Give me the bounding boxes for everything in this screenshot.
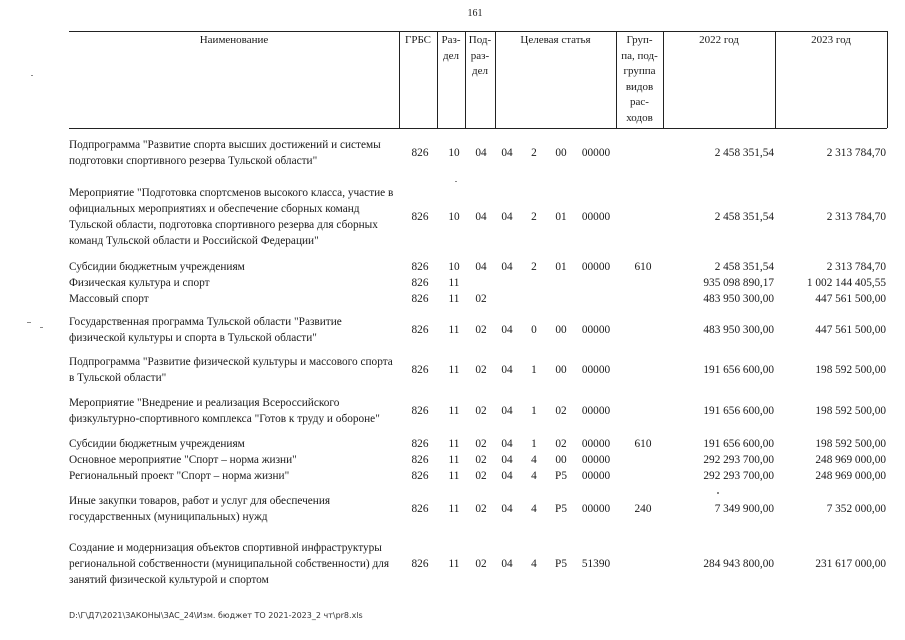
row-t2: 2 [531, 261, 537, 273]
row-podrazdel: 02 [475, 405, 487, 417]
row-name: Субсидии бюджетным учреждениям [69, 261, 245, 273]
header-group-line: ходов [626, 111, 653, 124]
row-t3: 00 [555, 454, 567, 466]
row-t1: 04 [501, 503, 513, 515]
header-group-line: рас- [630, 96, 649, 108]
row-razdel: 11 [448, 454, 460, 466]
row-y2022: 191 656 600,00 [703, 438, 774, 450]
header-podrazdel-line: дел [472, 65, 488, 77]
row-y2022: 483 950 300,00 [703, 293, 774, 305]
header-2022: 2022 год [699, 34, 739, 46]
file-path-footer: D:\Г\Д7\2021\ЗАКОНЫ\ЗАС_24\Изм. бюджет ТО 2021-2023_2 чт\pr8.xls [69, 611, 363, 620]
row-name: Государственная программа Тульской области "Развитие физической культуры и спорта в Тульской области" [69, 316, 342, 344]
row-name: Иные закупки товаров, работ и услуг для обеспечения государственных (муниципальных) нужд [69, 495, 331, 523]
row-grbs: 826 [411, 470, 429, 482]
row-podrazdel: 04 [475, 211, 487, 223]
scan-speck [27, 322, 31, 323]
row-t3: P5 [555, 558, 567, 570]
row-group: 240 [634, 503, 652, 515]
row-y2023: 1 002 144 405,55 [806, 277, 886, 289]
header-group-line: видов [625, 80, 654, 93]
row-razdel: 11 [448, 293, 460, 305]
row-grbs: 826 [411, 324, 429, 336]
page-number: 161 [467, 8, 483, 19]
row-podrazdel: 04 [475, 146, 487, 159]
row-name: Мероприятие "Подготовка спортсменов высокого класса, участие в официальных мероприятиях и обеспечение сборных команд Тульской области, подготовка спортивного резерва для сборных команд Тульской области и Российской Федерации" [69, 187, 394, 247]
scan-speck [717, 492, 719, 494]
row-t3: 02 [555, 405, 567, 417]
row-t4: 00000 [581, 454, 611, 466]
row-razdel: 11 [448, 324, 460, 336]
header-target: Целевая статья [520, 34, 591, 46]
row-name: Подпрограмма "Развитие спорта высших достижений и системы подготовки спортивного резерва Тульской области" [69, 138, 381, 167]
header-podrazdel [465, 33, 495, 80]
row-razdel: 11 [448, 503, 460, 515]
row-t3: P5 [555, 503, 567, 515]
row-t3: 00 [555, 146, 567, 159]
header-podrazdel-line: раз- [470, 49, 490, 62]
row-y2022: 2 458 351,54 [714, 146, 774, 159]
row-t1: 04 [501, 405, 513, 417]
row-t2: 1 [531, 438, 537, 450]
row-t2: 2 [531, 146, 537, 159]
row-razdel: 11 [448, 438, 460, 450]
row-t4: 00000 [581, 470, 611, 482]
row-t2: 2 [531, 211, 537, 223]
row-y2022: 2 458 351,54 [714, 261, 774, 273]
row-razdel: 10 [448, 261, 460, 273]
row-name: Создание и модернизация объектов спортивной инфраструктуры региональной собственности (муниципальной собственности) для занятий физической культурой и спортом [69, 542, 390, 586]
row-y2023: 7 352 000,00 [826, 503, 886, 515]
row-y2023: 198 592 500,00 [815, 405, 886, 417]
row-group: 610 [634, 438, 652, 450]
row-t3: 00 [555, 324, 567, 336]
row-y2022: 292 293 700,00 [703, 470, 774, 482]
header-razdel [437, 33, 465, 64]
row-y2022: 284 943 800,00 [703, 558, 774, 570]
scan-speck [40, 327, 43, 328]
row-y2022: 191 656 600,00 [703, 364, 774, 376]
row-name: Подпрограмма "Развитие физической культуры и массового спорта в Тульской области" [69, 356, 393, 384]
header-group-line: группа [623, 65, 656, 77]
row-razdel: 10 [448, 146, 460, 159]
row-t3: 01 [555, 211, 567, 223]
row-t1: 04 [501, 324, 513, 336]
row-grbs: 826 [411, 503, 429, 515]
row-t4: 00000 [581, 438, 611, 450]
row-t1: 04 [501, 364, 513, 376]
col-divider [887, 31, 888, 128]
header-podrazdel-line: Под- [468, 34, 492, 46]
row-grbs: 826 [411, 454, 429, 466]
row-t4: 00000 [581, 405, 611, 417]
row-group: 610 [634, 261, 652, 273]
row-t1: 04 [501, 470, 513, 482]
row-podrazdel: 02 [475, 558, 487, 570]
row-t3: 02 [555, 438, 567, 450]
row-t2: 4 [531, 503, 537, 515]
row-y2022: 191 656 600,00 [703, 405, 774, 417]
header-group-line: Груп- [626, 34, 653, 46]
row-name: Основное мероприятие "Спорт – норма жизни" [69, 454, 297, 466]
row-t2: 4 [531, 470, 537, 482]
row-t4: 00000 [581, 364, 611, 376]
row-grbs: 826 [411, 364, 429, 376]
row-grbs: 826 [411, 261, 429, 273]
row-grbs: 826 [411, 438, 429, 450]
row-y2023: 447 561 500,00 [815, 324, 886, 336]
row-razdel: 11 [448, 364, 460, 376]
row-t2: 1 [531, 364, 537, 376]
row-y2023: 198 592 500,00 [815, 438, 886, 450]
row-name: Региональный проект "Спорт – норма жизни" [69, 470, 290, 482]
row-razdel: 11 [448, 558, 460, 570]
row-podrazdel: 02 [475, 503, 487, 515]
row-y2022: 935 098 890,17 [703, 277, 774, 289]
row-y2023: 2 313 784,70 [826, 146, 886, 159]
row-grbs: 826 [411, 293, 429, 305]
row-razdel: 10 [448, 211, 460, 223]
row-y2022: 292 293 700,00 [703, 454, 774, 466]
scan-speck [455, 181, 457, 182]
row-y2023: 2 313 784,70 [826, 211, 886, 223]
row-t4: 00000 [581, 211, 611, 223]
header-grbs: ГРБС [404, 34, 432, 46]
row-podrazdel: 02 [475, 364, 487, 376]
row-t2: 4 [531, 454, 537, 466]
row-t1: 04 [501, 146, 513, 159]
row-y2023: 231 617 000,00 [815, 558, 886, 570]
row-name: Физическая культура и спорт [69, 277, 210, 289]
row-t2: 1 [531, 405, 537, 417]
row-t4: 00000 [581, 324, 611, 336]
header-name: Наименование [199, 34, 269, 46]
row-t2: 0 [531, 324, 537, 336]
row-grbs: 826 [411, 277, 429, 289]
row-podrazdel: 02 [475, 293, 487, 305]
header-group-line: па, под- [621, 49, 658, 62]
row-y2023: 198 592 500,00 [815, 364, 886, 376]
row-grbs: 826 [411, 405, 429, 417]
row-t3: 01 [555, 261, 567, 273]
row-y2023: 447 561 500,00 [815, 293, 886, 305]
row-t4: 00000 [581, 261, 611, 273]
row-razdel: 11 [448, 277, 460, 289]
row-y2022: 2 458 351,54 [714, 211, 774, 223]
row-podrazdel: 04 [475, 261, 487, 273]
row-y2023: 248 969 000,00 [815, 470, 886, 482]
row-t4: 51390 [581, 558, 611, 570]
row-grbs: 826 [411, 558, 429, 570]
row-y2023: 248 969 000,00 [815, 454, 886, 466]
row-y2023: 2 313 784,70 [826, 261, 886, 273]
header-2023: 2023 год [811, 34, 851, 46]
row-t2: 4 [531, 558, 537, 570]
row-y2022: 7 349 900,00 [714, 503, 774, 515]
row-razdel: 11 [448, 405, 460, 417]
row-t1: 04 [501, 211, 513, 223]
row-podrazdel: 02 [475, 454, 487, 466]
row-razdel: 11 [448, 470, 460, 482]
row-t3: P5 [555, 470, 567, 482]
header-razdel-line: дел [443, 49, 459, 62]
row-t4: 00000 [581, 146, 611, 159]
row-name: Массовый спорт [69, 293, 149, 305]
row-name: Субсидии бюджетным учреждениям [69, 438, 245, 450]
header-razdel-line: Раз- [441, 34, 461, 46]
row-name: Мероприятие "Внедрение и реализация Всероссийского физкультурно-спортивного комплекса "Готов к труду и обороне" [69, 397, 380, 425]
row-t1: 04 [501, 454, 513, 466]
row-grbs: 826 [411, 146, 429, 159]
row-podrazdel: 02 [475, 324, 487, 336]
row-grbs: 826 [411, 211, 429, 223]
row-t4: 00000 [581, 503, 611, 515]
header-top-rule [69, 31, 887, 32]
row-t1: 04 [501, 438, 513, 450]
row-t1: 04 [501, 261, 513, 273]
row-t3: 00 [555, 364, 567, 376]
row-podrazdel: 02 [475, 438, 487, 450]
header-group [616, 33, 663, 126]
scan-speck [31, 75, 33, 76]
row-podrazdel: 02 [475, 470, 487, 482]
row-t1: 04 [501, 558, 513, 570]
row-y2022: 483 950 300,00 [703, 324, 774, 336]
